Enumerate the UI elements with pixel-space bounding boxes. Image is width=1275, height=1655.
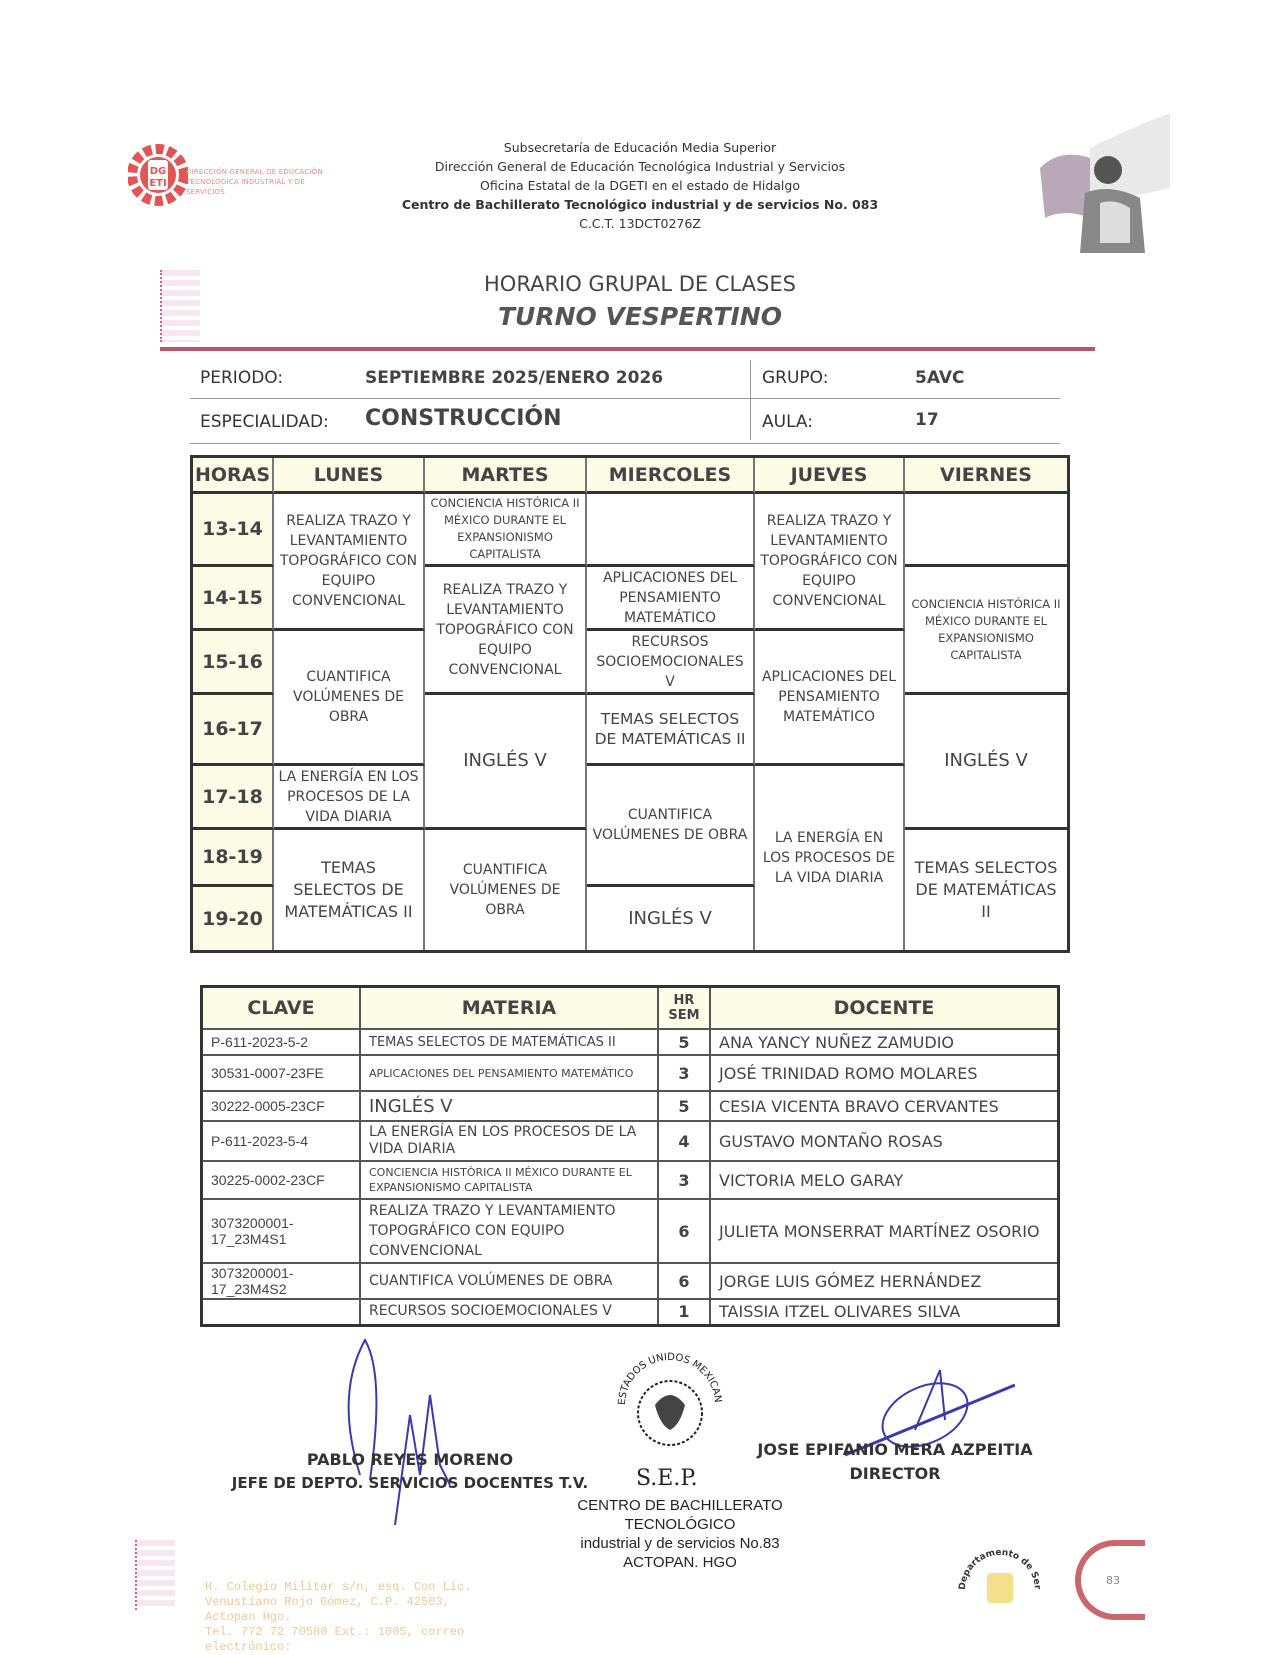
stamp-line: industrial y de servicios No.83 <box>580 1535 780 1552</box>
table-row <box>202 1263 1059 1299</box>
class-cell: CUANTIFICA VOLÚMENES DE OBRA <box>274 631 425 766</box>
dgeti-logo-icon <box>128 130 188 220</box>
logo-text-line: DIRECCIÓN GENERAL DE EDUCACIÓN <box>186 168 323 176</box>
clave-cell: P-611-2023-5-4 <box>202 1121 361 1161</box>
svg-text:DG: DG <box>149 166 167 177</box>
class-cell: APLICACIONES DEL PENSAMIENTO MATEMÁTICO <box>755 631 905 766</box>
class-cell: APLICACIONES DEL PENSAMIENTO MATEMÁTICO <box>587 567 755 631</box>
table-row <box>202 1055 1059 1091</box>
schedule-table <box>190 455 1070 953</box>
header-horas: HORAS <box>193 458 274 494</box>
table-row <box>202 1121 1059 1161</box>
class-cell: LA ENERGÍA EN LOS PROCESOS DE LA VIDA DIARIA <box>274 766 425 830</box>
address-line: Tel. 772 72 70580 Ext.: 1005, correo electrónico: <box>205 1625 465 1654</box>
hour-cell: 13-14 <box>193 494 274 567</box>
signer-left-name: PABLO REYES MORENO <box>306 1450 514 1469</box>
docente-cell: JOSÉ TRINIDAD ROMO MOLARES <box>710 1055 1059 1091</box>
school-83-badge-icon <box>1075 1540 1145 1620</box>
materia-cell: LA ENERGÍA EN LOS PROCESOS DE LA VIDA DIARIA <box>360 1121 658 1161</box>
table-row <box>202 1161 1059 1199</box>
hour-cell: 16-17 <box>193 695 274 766</box>
logo-text-line: TECNOLÓGICA INDUSTRIAL Y DE SERVICIOS <box>186 178 305 196</box>
footer-address <box>205 1580 545 1655</box>
footer-embroidery-icon <box>135 1540 175 1610</box>
class-cell: CONCIENCIA HISTÓRICA II MÉXICO DURANTE EL EXPANSIONISMO CAPITALISTA <box>905 567 1067 695</box>
materia-cell: APLICACIONES DEL PENSAMIENTO MATEMÁTICO <box>360 1055 658 1091</box>
materia-cell: REALIZA TRAZO Y LEVANTAMIENTO TOPOGRÁFICO CON EQUIPO CONVENCIONAL <box>360 1199 658 1263</box>
class-cell: CUANTIFICA VOLÚMENES DE OBRA <box>587 766 755 887</box>
periodo-label: PERIODO: <box>200 368 284 388</box>
school-stamp <box>560 1496 800 1572</box>
header-viernes: VIERNES <box>905 458 1067 494</box>
header-line-cct: C.C.T. 13DCT0276Z <box>579 216 701 231</box>
class-cell-empty <box>905 494 1067 567</box>
header-line: Subsecretaría de Educación Media Superior <box>503 140 777 155</box>
table-row <box>202 1199 1059 1263</box>
header-martes: MARTES <box>425 458 587 494</box>
class-cell: LA ENERGÍA EN LOS PROCESOS DE LA VIDA DIARIA <box>755 766 905 950</box>
hr-cell: 5 <box>658 1091 710 1121</box>
document-title: HORARIO GRUPAL DE CLASES <box>484 272 796 296</box>
table-row <box>202 1299 1059 1325</box>
stamp-line: TECNOLÓGICO <box>624 1516 736 1533</box>
materia-cell: CUANTIFICA VOLÚMENES DE OBRA <box>360 1263 658 1299</box>
aula-label: AULA: <box>762 412 813 432</box>
col-hr-sem: HR SEM <box>658 987 710 1030</box>
signer-right-role: DIRECTOR <box>849 1464 941 1483</box>
especialidad-label: ESPECIALIDAD: <box>200 412 329 432</box>
clave-cell <box>202 1299 361 1325</box>
institution-header <box>330 138 950 233</box>
materia-cell: TEMAS SELECTOS DE MATEMÁTICAS II <box>360 1029 658 1055</box>
hr-cell: 5 <box>658 1029 710 1055</box>
shift-title: TURNO VESPERTINO <box>498 302 782 331</box>
class-cell: TEMAS SELECTOS DE MATEMÁTICAS II <box>914 858 1058 921</box>
hr-cell: 3 <box>658 1055 710 1091</box>
table-row <box>202 1091 1059 1121</box>
hour-cell: 17-18 <box>193 766 274 830</box>
sep-label: S.E.P. <box>636 1466 698 1491</box>
clave-cell: 30222-0005-23CF <box>202 1091 361 1121</box>
clave-cell: 30531-0007-23FE <box>202 1055 361 1091</box>
signer-left-role: JEFE DE DEPTO. SERVICIOS DOCENTES T.V. <box>231 1474 589 1492</box>
periodo-value: SEPTIEMBRE 2025/ENERO 2026 <box>365 368 664 388</box>
class-cell: INGLÉS V <box>425 695 587 830</box>
badge-text: Departamento de Ser <box>957 1547 1043 1591</box>
clave-cell: 30225-0002-23CF <box>202 1161 361 1199</box>
class-cell: CONCIENCIA HISTÓRICA II MÉXICO DURANTE EL EXPANSIONISMO CAPITALISTA <box>425 494 587 567</box>
grupo-value: 5AVC <box>915 368 965 388</box>
hour-cell: 19-20 <box>193 887 274 950</box>
especialidad-value: CONSTRUCCIÓN <box>365 406 562 431</box>
badge-number: 83 <box>1106 1573 1120 1587</box>
class-cell: INGLÉS V <box>587 887 755 950</box>
header-line: Oficina Estatal de la DGETI en el estado de Hidalgo <box>480 178 800 193</box>
docente-cell: CESIA VICENTA BRAVO CERVANTES <box>710 1091 1059 1121</box>
docente-cell: VICTORIA MELO GARAY <box>710 1161 1059 1199</box>
info-divider <box>190 398 1060 399</box>
class-cell: REALIZA TRAZO Y LEVANTAMIENTO TOPOGRÁFICO CON EQUIPO CONVENCIONAL <box>274 494 425 631</box>
class-cell: TEMAS SELECTOS DE MATEMÁTICAS II <box>274 830 425 950</box>
aula-value: 17 <box>915 410 939 430</box>
stamp-line: CENTRO DE BACHILLERATO <box>577 1497 783 1514</box>
docente-cell: JORGE LUIS GÓMEZ HERNÁNDEZ <box>710 1263 1059 1299</box>
docente-cell: JULIETA MONSERRAT MARTÍNEZ OSORIO <box>710 1199 1059 1263</box>
grupo-label: GRUPO: <box>762 368 829 388</box>
hr-cell: 6 <box>658 1199 710 1263</box>
stamp-line: ACTOPAN. HGO <box>623 1554 737 1571</box>
info-divider <box>190 443 1060 444</box>
embroidery-decoration-icon <box>160 270 200 342</box>
class-cell: RECURSOS SOCIOEMOCIONALES V <box>587 631 755 695</box>
hr-cell: 4 <box>658 1121 710 1161</box>
class-cell-empty <box>587 494 755 567</box>
col-materia: MATERIA <box>360 987 658 1030</box>
address-line: H. Colegio Militar s/n, esq. Con Lic. Venustiano Rojo Gómez, C.P. 42503, <box>205 1580 472 1609</box>
clave-cell: P-611-2023-5-2 <box>202 1029 361 1055</box>
subjects-header-row <box>202 987 1059 1030</box>
subjects-table <box>200 985 1060 1327</box>
servicios-docentes-badge-icon <box>955 1535 1045 1625</box>
signer-right-name: JOSE EPIFANIO MERA AZPEITIA <box>757 1440 1033 1459</box>
col-clave: CLAVE <box>202 987 361 1030</box>
seal-ring-text: ESTADOS UNIDOS MEXICAN <box>616 1351 724 1406</box>
docente-cell: TAISSIA ITZEL OLIVARES SILVA <box>710 1299 1059 1325</box>
docente-cell: GUSTAVO MONTAÑO ROSAS <box>710 1121 1059 1161</box>
dgeti-logo-text <box>186 167 326 197</box>
hour-cell: 14-15 <box>193 567 274 631</box>
clave-cell: 3073200001-17_23M4S2 <box>202 1263 361 1299</box>
header-line-school: Centro de Bachillerato Tecnológico industrial y de servicios No. 083 <box>401 197 879 212</box>
hr-cell: 1 <box>658 1299 710 1325</box>
address-line: Actopan Hgo. <box>205 1610 292 1624</box>
info-vertical-divider <box>750 360 751 440</box>
class-cell: TEMAS SELECTOS DE MATEMÁTICAS II <box>587 695 755 766</box>
hour-cell: 18-19 <box>193 830 274 887</box>
materia-cell: INGLÉS V <box>360 1091 658 1121</box>
docente-cell: ANA YANCY NUÑEZ ZAMUDIO <box>710 1029 1059 1055</box>
materia-cell: CONCIENCIA HISTÓRICA II MÉXICO DURANTE EL EXPANSIONISMO CAPITALISTA <box>360 1161 658 1199</box>
class-cell: CUANTIFICA VOLÚMENES DE OBRA <box>425 830 587 950</box>
clave-cell: 3073200001-17_23M4S1 <box>202 1199 361 1263</box>
header-jueves: JUEVES <box>755 458 905 494</box>
mexican-coat-of-arms-seal-icon <box>610 1345 730 1465</box>
hr-cell: 3 <box>658 1161 710 1199</box>
title-divider <box>160 347 1095 351</box>
hour-cell: 15-16 <box>193 631 274 695</box>
header-lunes: LUNES <box>274 458 425 494</box>
table-row <box>202 1029 1059 1055</box>
materia-cell: RECURSOS SOCIOEMOCIONALES V <box>360 1299 658 1325</box>
header-miercoles: MIERCOLES <box>587 458 755 494</box>
class-cell: INGLÉS V <box>905 695 1067 830</box>
class-cell: REALIZA TRAZO Y LEVANTAMIENTO TOPOGRÁFICO CON EQUIPO CONVENCIONAL <box>425 567 587 695</box>
svg-text:ETI: ETI <box>149 178 167 189</box>
hr-cell: 6 <box>658 1263 710 1299</box>
signature-left-icon <box>330 1335 480 1525</box>
header-line: Dirección General de Educación Tecnológica Industrial y Servicios <box>434 159 846 174</box>
col-docente: DOCENTE <box>710 987 1059 1030</box>
class-cell: REALIZA TRAZO Y LEVANTAMIENTO TOPOGRÁFICO CON EQUIPO CONVENCIONAL <box>755 494 905 631</box>
heroine-flag-illustration-icon <box>1030 108 1180 253</box>
